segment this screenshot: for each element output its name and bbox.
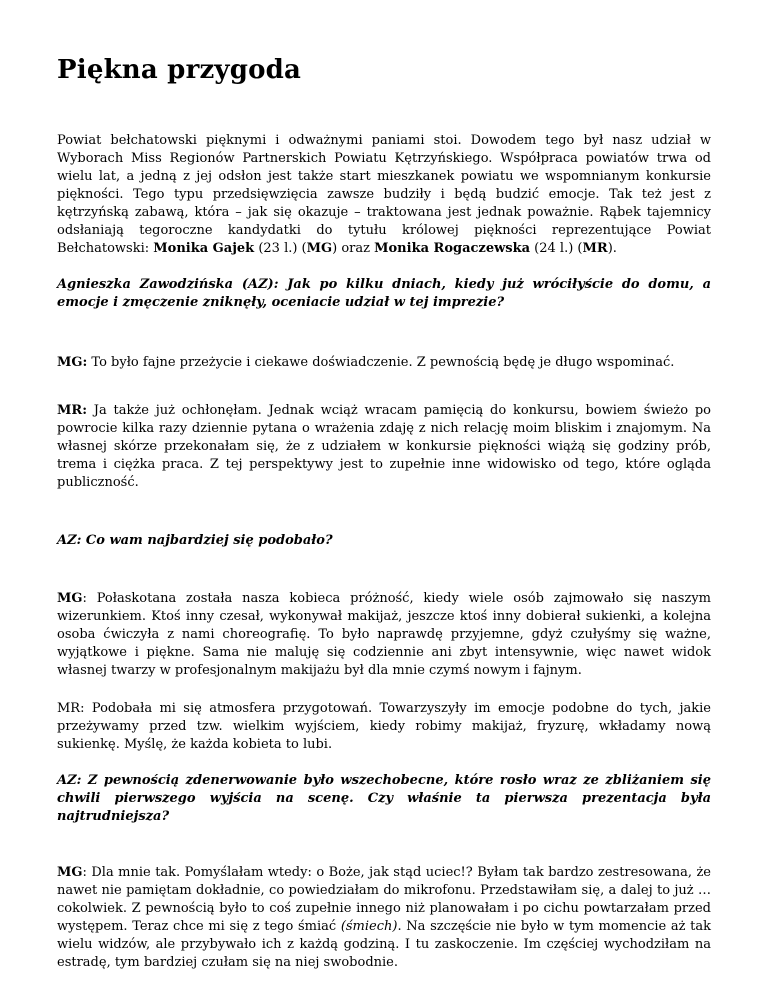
answer-1-mr xyxy=(57,402,711,492)
intro-end: ). xyxy=(607,241,617,256)
candidate-age-2: (24 l.) ( xyxy=(530,241,583,256)
question-1: Agnieszka Zawodzińska (AZ): Jak po kilku dniach, kiedy już wróciłyście do domu, a emocje i zmęczenie zniknęły, oceniacie udział w tej imprezie? xyxy=(57,277,711,310)
answer-2-mr: MR: Podobała mi się atmosfera przygotowań. Towarzyszyły im emocje podobne do tych, jakie przeżywamy przed tzw. wielkim wyjściem, kiedy robimy makijaż, fryzurę, wkładamy nową sukienkę. Myślę, że każda kobieta to lubi. xyxy=(57,701,711,752)
question-3: AZ: Z pewnością zdenerwowanie było wszechobecne, które rosło wraz ze zbliżaniem się chwili pierwszego wyjścia na scenę. Czy właśnie ta pierwsza prezentacja była najtrudniejsza? xyxy=(57,773,711,824)
answer-text-continued: . Na szczęście nie było w tym momencie aż tak wielu widzów, ale przybywało ich z każdą godziną. I tu zaskoczenie. Im częściej wychodziłam na estradę, tym bardziej czułam się na niej swobodnie. xyxy=(57,919,711,970)
speaker-label: MR: xyxy=(57,403,87,418)
answer-1-mg xyxy=(57,354,711,372)
answer-text: Ja także już ochłonęłam. Jednak wciąż wracam pamięcią do konkursu, bowiem świeżo po powrocie kilka razy dziennie pytana o wrażenia zdaję z nich relację moim bliskim i znajomym. Na własnej skórze przekonałam się, że z udziałem w konkursie piękności wiążą się godziny prób, trema i ciężka praca. Z tej perspektywy jest to zupełnie inne widowisko od tego, które ogląda publiczność. xyxy=(57,403,711,490)
page-title: Piękna przygoda xyxy=(57,55,302,85)
candidate-age-1: (23 l.) ( xyxy=(254,241,307,256)
intro-separator: ) oraz xyxy=(332,241,375,256)
answer-2-mg xyxy=(57,590,711,680)
intro-text: Powiat bełchatowski pięknymi i odważnymi paniami stoi. Dowodem tego był nasz udział w Wyborach Miss Regionów Partnerskich Powiatu Kętrzyńskiego. Współpraca powiatów trwa od wielu lat, a jedną z jej odsłon jest także start mieszkanek powiatu we wspomnianym konkursie piękności. Tego typu przedsięwzięcia zawsze budziły i będą budzić emocje. Tak też jest z kętrzyńską zabawą, która – jak się okazuje – traktowana jest jednak poważnie. Rąbek tajemnicy odsłaniają tegoroczne kandydatki do tytułu królowej piękności reprezentujące Powiat Bełchatowski: xyxy=(57,133,711,256)
answer-3-mg xyxy=(57,864,711,972)
aside-text: (śmiech) xyxy=(340,919,398,934)
speaker-label: MG xyxy=(57,591,83,606)
candidate-abbr-1: MG xyxy=(306,241,333,256)
intro-paragraph xyxy=(57,132,711,258)
question-2: AZ: Co wam najbardziej się podobało? xyxy=(57,533,333,548)
speaker-label: MG: xyxy=(57,355,88,370)
candidate-name-1: Monika Gajek xyxy=(153,241,255,256)
answer-text: : Dla mnie tak. Pomyślałam wtedy: o Boże, jak stąd uciec!? Byłam tak bardzo zestresowana, że nawet nie pamiętam dokładnie, co powiedziałam do mikrofonu. Przedstawiłam się, a dalej to już … cokolwiek. Z pewnością było to coś zupełnie innego niż planowałam i po cichu powtarzałam przed występem. Teraz chce mi się z tego śmiać xyxy=(57,865,711,934)
answer-text: : Połaskotana została nasza kobieca próżność, kiedy wiele osób zajmowało się naszym wizerunkiem. Ktoś inny czesał, wykonywał makijaż, jeszcze ktoś inny dobierał sukienki, a kolejna osoba ćwiczyła z nami choreografię. To było naprawdę przyjemne, gdyż czułyśmy się ważne, wyjątkowe i piękne. Sama nie maluję się codziennie ani zbyt intensywnie, więc nawet widok własnej twarzy w profesjonalnym makijażu był dla mnie czymś nowym i fajnym. xyxy=(57,591,711,678)
candidate-name-2: Monika Rogaczewska xyxy=(374,241,531,256)
speaker-label: MG xyxy=(57,865,83,880)
article-body xyxy=(57,132,711,972)
answer-text: To było fajne przeżycie i ciekawe doświadczenie. Z pewnością będę je długo wspominać. xyxy=(87,355,675,370)
candidate-abbr-2: MR xyxy=(582,241,608,256)
